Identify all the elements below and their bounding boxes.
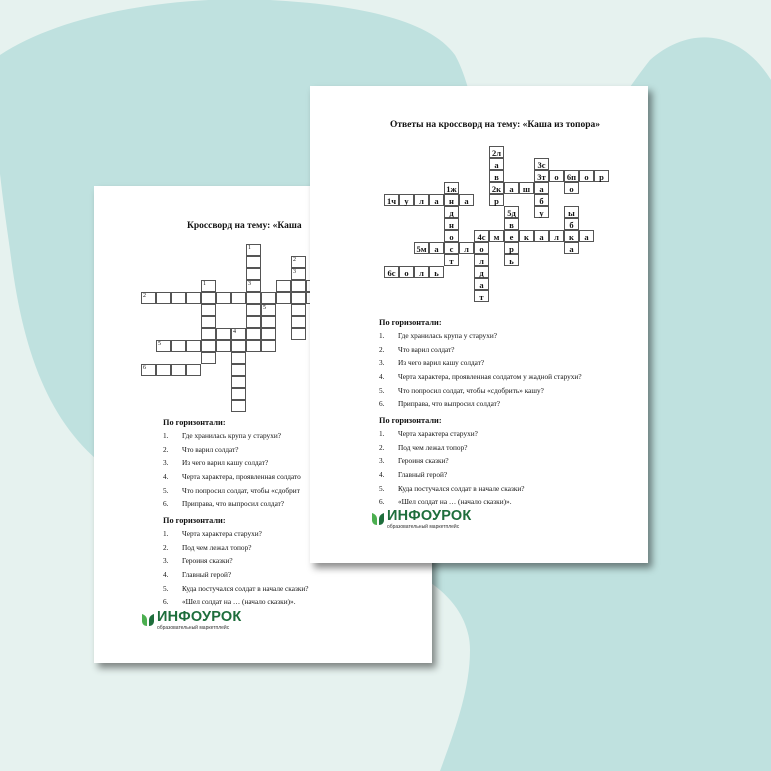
clue-number: 1. bbox=[163, 431, 169, 440]
crossword-cell bbox=[186, 292, 201, 304]
clue-number-label: 5 bbox=[158, 341, 161, 347]
crossword-answer-cell bbox=[474, 266, 489, 278]
clue-number: 6. bbox=[379, 497, 385, 507]
answer-letter: б bbox=[539, 196, 544, 206]
answer-letter: 5м bbox=[416, 244, 427, 254]
clue-text: Что варил солдат? bbox=[182, 444, 239, 454]
crossword-cell bbox=[246, 280, 261, 292]
clue-number-label: 2 bbox=[293, 257, 296, 263]
sheet-title: Ответы на кроссворд на тему: «Каша из топора» bbox=[390, 120, 601, 130]
crossword-answer-cell bbox=[519, 182, 534, 194]
answer-letter: о bbox=[584, 172, 589, 182]
answer-letter: а bbox=[479, 280, 484, 290]
answer-letter: а bbox=[494, 160, 499, 170]
answer-letter: л bbox=[464, 244, 469, 254]
answer-letter: к bbox=[569, 232, 574, 242]
answer-letter: 1ч bbox=[386, 196, 397, 206]
crossword-cell bbox=[276, 280, 291, 292]
clue-number: 5. bbox=[379, 385, 385, 395]
crossword-answer-cell bbox=[474, 242, 489, 254]
clue-text: Героиня сказки? bbox=[182, 556, 233, 566]
crossword-cell bbox=[291, 304, 306, 316]
crossword-cell bbox=[246, 316, 261, 328]
crossword-cell bbox=[261, 340, 276, 352]
crossword-cell bbox=[171, 364, 186, 376]
answer-letter: р bbox=[509, 244, 514, 254]
answer-letter: с bbox=[449, 244, 454, 254]
logo-subtitle: образовательный маркетплейс bbox=[387, 524, 460, 530]
answer-letter: а bbox=[434, 196, 439, 206]
answer-letter: о bbox=[569, 184, 574, 194]
crossword-answer-cell bbox=[444, 206, 459, 218]
logo-subtitle: образовательный маркетплейс bbox=[157, 625, 230, 631]
down-heading: По горизонтали: bbox=[163, 516, 226, 525]
clue-number-label: 1 bbox=[203, 281, 206, 287]
crossword-cell bbox=[291, 292, 306, 304]
clue-number: 2. bbox=[163, 542, 169, 552]
clue-number: 4. bbox=[163, 570, 169, 580]
clue-number: 1. bbox=[379, 429, 385, 438]
crossword-cell bbox=[261, 292, 276, 304]
clue-number: 3. bbox=[379, 358, 385, 368]
clue-text: Главный герой? bbox=[182, 570, 232, 580]
crossword-cell bbox=[261, 316, 276, 328]
clue-row bbox=[379, 399, 582, 413]
crossword-answer-cell bbox=[474, 254, 489, 266]
logo-leaf-icon bbox=[141, 612, 155, 628]
logo-name: ИНФОУРОК bbox=[157, 609, 242, 625]
clue-text: Под чем лежал топор? bbox=[398, 442, 468, 452]
crossword-cell bbox=[201, 328, 216, 340]
answer-letter: л bbox=[554, 232, 559, 242]
crossword-answer-cell bbox=[444, 182, 459, 194]
clue-number: 2. bbox=[163, 444, 169, 454]
clue-number: 3. bbox=[163, 458, 169, 468]
crossword-answer-cell bbox=[564, 182, 579, 194]
crossword-cell bbox=[291, 328, 306, 340]
answer-letter: р bbox=[494, 196, 499, 206]
across-heading: По горизонтали: bbox=[163, 418, 226, 427]
crossword-answer-cell bbox=[429, 242, 444, 254]
answer-letter: ь bbox=[509, 256, 514, 266]
across-clues bbox=[379, 318, 582, 413]
crossword-answer-cell bbox=[594, 170, 609, 182]
crossword-cell bbox=[246, 328, 261, 340]
crossword-cell bbox=[231, 292, 246, 304]
crossword-cell bbox=[201, 292, 216, 304]
answer-letter: т bbox=[479, 292, 484, 302]
answer-letter: б bbox=[569, 220, 574, 230]
answer-letter: д bbox=[479, 268, 484, 278]
answer-letter: л bbox=[419, 196, 424, 206]
answer-letter: к bbox=[524, 232, 529, 242]
answer-letter: н bbox=[449, 196, 454, 206]
clue-row bbox=[163, 472, 301, 486]
answer-letter: 1ж bbox=[446, 184, 457, 194]
crossword-answer-cell bbox=[474, 230, 489, 242]
crossword-answer-cell bbox=[444, 254, 459, 266]
crossword-answer-cell bbox=[549, 230, 564, 242]
crossword-answer-cell bbox=[564, 170, 579, 182]
answer-letter: 4с bbox=[477, 232, 486, 242]
crossword-answer-cell bbox=[429, 194, 444, 206]
clue-number-label: 3 bbox=[293, 269, 296, 275]
crossword-answer-cell bbox=[459, 242, 474, 254]
answer-letter: а bbox=[434, 244, 439, 254]
sheet-title: Кроссворд на тему: «Каша bbox=[187, 221, 302, 231]
clue-text: Черта характера, проявленная солдато bbox=[182, 472, 301, 482]
logo-name: ИНФОУРОК bbox=[387, 508, 472, 524]
crossword-cell bbox=[231, 376, 246, 388]
crossword-answer-cell bbox=[534, 170, 549, 182]
answer-letter: т bbox=[449, 256, 454, 266]
clue-number-label: 1 bbox=[248, 245, 251, 251]
crossword-cell bbox=[291, 268, 306, 280]
crossword-answer-cell bbox=[564, 230, 579, 242]
crossword-cell bbox=[231, 352, 246, 364]
clue-text: «Шел солдат на … (начало сказки)». bbox=[398, 497, 512, 507]
answer-letter: ы bbox=[568, 208, 575, 218]
clue-number: 5. bbox=[163, 583, 169, 593]
clue-row bbox=[379, 358, 582, 372]
clue-row bbox=[379, 429, 525, 443]
clue-number: 1. bbox=[379, 331, 385, 340]
crossword-cell bbox=[171, 340, 186, 352]
crossword-answer-cell bbox=[519, 230, 534, 242]
crossword-cell bbox=[246, 304, 261, 316]
answer-letter: 5д bbox=[507, 208, 516, 218]
crossword-cell bbox=[216, 340, 231, 352]
clue-text: Приправа, что выпросил солдат? bbox=[182, 499, 285, 509]
crossword-cell bbox=[216, 328, 231, 340]
crossword-answer-cell bbox=[504, 218, 519, 230]
clue-row bbox=[163, 556, 309, 570]
clue-number-label: 6 bbox=[143, 365, 146, 371]
answer-letter: а bbox=[539, 232, 544, 242]
crossword-answer-cell bbox=[414, 242, 429, 254]
answer-letter: а bbox=[464, 196, 469, 206]
clue-row bbox=[163, 486, 301, 500]
crossword-answer-cell bbox=[489, 146, 504, 158]
crossword-answer-cell bbox=[399, 194, 414, 206]
clue-text: Где хранилась крупа у старухи? bbox=[182, 431, 281, 440]
clue-text: Что варил солдат? bbox=[398, 344, 455, 354]
crossword-cell bbox=[156, 340, 171, 352]
crossword-cell bbox=[216, 292, 231, 304]
crossword-answer-cell bbox=[444, 230, 459, 242]
crossword-answer-cell bbox=[444, 194, 459, 206]
crossword-answer-cell bbox=[564, 206, 579, 218]
crossword-answer-cell bbox=[384, 266, 399, 278]
answer-letter: о bbox=[554, 172, 559, 182]
clue-text: Куда постучался солдат в начале сказки? bbox=[398, 483, 525, 493]
crossword-answer-cell bbox=[444, 218, 459, 230]
clue-text: Главный герой? bbox=[398, 470, 448, 480]
clue-text: Под чем лежал топор? bbox=[182, 542, 252, 552]
crossword-cell bbox=[141, 292, 156, 304]
crossword-answer-cell bbox=[504, 182, 519, 194]
crossword-answer-cell bbox=[489, 170, 504, 182]
crossword-cell bbox=[156, 292, 171, 304]
crossword-answer-cell bbox=[399, 266, 414, 278]
answer-letter: в bbox=[494, 172, 499, 182]
answer-letter: о bbox=[404, 268, 409, 278]
answer-letter: 6п bbox=[566, 172, 577, 182]
crossword-answer-cell bbox=[504, 206, 519, 218]
answer-letter: у bbox=[404, 196, 409, 206]
crossword-cell bbox=[261, 304, 276, 316]
answer-letter: д bbox=[449, 208, 454, 218]
answer-letter: а bbox=[569, 244, 574, 254]
answer-letter: р bbox=[599, 172, 604, 182]
crossword-answer-cell bbox=[444, 242, 459, 254]
crossword-cell bbox=[231, 400, 246, 412]
answer-letter: л bbox=[479, 256, 484, 266]
crossword-answer-cell bbox=[534, 182, 549, 194]
crossword-answer-cell bbox=[534, 194, 549, 206]
answer-letter: а bbox=[584, 232, 589, 242]
clue-number: 4. bbox=[163, 472, 169, 482]
answer-letter: м bbox=[493, 232, 500, 242]
clue-row bbox=[379, 345, 582, 359]
answer-letter: а bbox=[539, 184, 544, 194]
clue-number: 5. bbox=[163, 485, 169, 495]
crossword-answer-cell bbox=[489, 158, 504, 170]
crossword-cell bbox=[201, 316, 216, 328]
clue-text: Черта характера старухи? bbox=[182, 529, 262, 538]
clue-row bbox=[379, 386, 582, 400]
clue-text: Из чего варил кашу солдат? bbox=[398, 358, 485, 368]
crossword-answer-cell bbox=[534, 230, 549, 242]
clue-number: 6. bbox=[163, 597, 169, 607]
crossword-answer-cell bbox=[534, 158, 549, 170]
clue-text: Где хранилась крупа у старухи? bbox=[398, 331, 497, 340]
crossword-cell bbox=[261, 328, 276, 340]
crossword-cell bbox=[141, 364, 156, 376]
crossword-cell bbox=[156, 364, 171, 376]
crossword-cell bbox=[231, 340, 246, 352]
clue-text: Из чего варил кашу солдат? bbox=[182, 458, 269, 468]
crossword-cell bbox=[171, 292, 186, 304]
clue-row bbox=[379, 470, 525, 484]
crossword-cell bbox=[231, 388, 246, 400]
clue-number: 2. bbox=[379, 442, 385, 452]
answers-sheet bbox=[310, 86, 648, 563]
crossword-cell bbox=[246, 244, 261, 256]
crossword-answer-cell bbox=[489, 230, 504, 242]
crossword-cell bbox=[246, 268, 261, 280]
crossword-answer-cell bbox=[414, 194, 429, 206]
clue-row bbox=[379, 443, 525, 457]
clue-number: 3. bbox=[163, 556, 169, 566]
answer-letter: ь bbox=[434, 268, 439, 278]
clue-number-label: 3 bbox=[248, 281, 251, 287]
clue-number: 2. bbox=[379, 344, 385, 354]
answer-letter: о bbox=[479, 244, 484, 254]
clue-text: Черта характера, проявленная солдатом у жадной старухи? bbox=[398, 372, 582, 382]
crossword-answer-cell bbox=[564, 242, 579, 254]
clue-text: Приправа, что выпросил солдат? bbox=[398, 399, 501, 409]
crossword-cell bbox=[201, 304, 216, 316]
crossword-cell bbox=[186, 340, 201, 352]
clue-row bbox=[163, 570, 309, 584]
clue-number-label: 2 bbox=[143, 293, 146, 299]
crossword-answer-cell bbox=[564, 218, 579, 230]
answer-letter: 6с bbox=[387, 268, 396, 278]
clue-row bbox=[379, 372, 582, 386]
clue-number: 3. bbox=[379, 456, 385, 466]
clue-row bbox=[379, 484, 525, 498]
clue-row bbox=[163, 445, 301, 459]
crossword-cell bbox=[246, 256, 261, 268]
answer-letter: 3т bbox=[537, 172, 546, 182]
clue-row bbox=[379, 456, 525, 470]
answer-letter: в bbox=[509, 220, 514, 230]
crossword-cell bbox=[246, 292, 261, 304]
crossword-cell bbox=[291, 280, 306, 292]
crossword-answer-cell bbox=[429, 266, 444, 278]
crossword-cell bbox=[201, 340, 216, 352]
answer-letter: 3с bbox=[537, 160, 546, 170]
clue-row bbox=[163, 499, 301, 513]
clue-text: Куда постучался солдат в начале сказки? bbox=[182, 583, 309, 593]
clue-row bbox=[163, 458, 301, 472]
clue-number: 6. bbox=[379, 399, 385, 409]
down-clues bbox=[379, 416, 525, 511]
crossword-answer-cell bbox=[579, 230, 594, 242]
clue-number: 4. bbox=[379, 372, 385, 382]
crossword-cell bbox=[231, 364, 246, 376]
crossword-cell bbox=[201, 352, 216, 364]
crossword-answer-cell bbox=[504, 230, 519, 242]
answer-letter: 2к bbox=[491, 184, 502, 194]
crossword-cell bbox=[276, 292, 291, 304]
logo-leaf-icon bbox=[371, 511, 385, 527]
crossword-cell bbox=[231, 328, 246, 340]
crossword-cell bbox=[246, 340, 261, 352]
crossword-answer-cell bbox=[489, 182, 504, 194]
clue-number: 5. bbox=[379, 483, 385, 493]
clue-row bbox=[163, 584, 309, 598]
crossword-answer-cell bbox=[414, 266, 429, 278]
crossword-cell bbox=[186, 364, 201, 376]
across-clues bbox=[163, 418, 301, 513]
clue-row bbox=[163, 543, 309, 557]
crossword-answer-cell bbox=[579, 170, 594, 182]
answer-letter: а bbox=[509, 184, 514, 194]
crossword-answer-cell bbox=[504, 254, 519, 266]
answer-letter: о bbox=[449, 232, 454, 242]
clue-text: Героиня сказки? bbox=[398, 456, 449, 466]
clue-number-label: 4 bbox=[233, 329, 236, 335]
answer-letter: у bbox=[539, 208, 544, 218]
clue-row bbox=[163, 431, 301, 445]
clue-number: 1. bbox=[163, 529, 169, 538]
crossword-answer-cell bbox=[384, 194, 399, 206]
answer-letter: н bbox=[449, 220, 454, 230]
down-clues bbox=[163, 516, 309, 611]
crossword-answer-cell bbox=[474, 290, 489, 302]
answer-letter: 2л bbox=[491, 148, 502, 158]
crossword-cell bbox=[201, 280, 216, 292]
clue-row bbox=[379, 331, 582, 345]
crossword-answer-cell bbox=[534, 206, 549, 218]
clue-text: Черта характера старухи? bbox=[398, 429, 478, 438]
crossword-answer-cell bbox=[459, 194, 474, 206]
clue-text: Что попросил солдат, чтобы «сдобрит bbox=[182, 485, 300, 495]
clue-text: «Шел солдат на … (начало сказки)». bbox=[182, 597, 296, 607]
crossword-cell bbox=[291, 256, 306, 268]
crossword-answer-cell bbox=[504, 242, 519, 254]
crossword-answer-cell bbox=[489, 194, 504, 206]
answer-letter: ш bbox=[522, 184, 531, 194]
crossword-cell bbox=[291, 316, 306, 328]
clue-text: Что попросил солдат, чтобы «сдобрить» кашу? bbox=[398, 385, 544, 395]
clue-number: 4. bbox=[379, 470, 385, 480]
crossword-answer-cell bbox=[474, 278, 489, 290]
answer-letter: е bbox=[509, 232, 514, 242]
clue-number: 6. bbox=[163, 499, 169, 509]
across-heading: По горизонтали: bbox=[379, 318, 442, 327]
clue-row bbox=[163, 529, 309, 543]
answer-letter: л bbox=[419, 268, 424, 278]
clue-number-label: 5 bbox=[263, 305, 266, 311]
down-heading: По горизонтали: bbox=[379, 416, 442, 425]
crossword-answer-cell bbox=[549, 170, 564, 182]
